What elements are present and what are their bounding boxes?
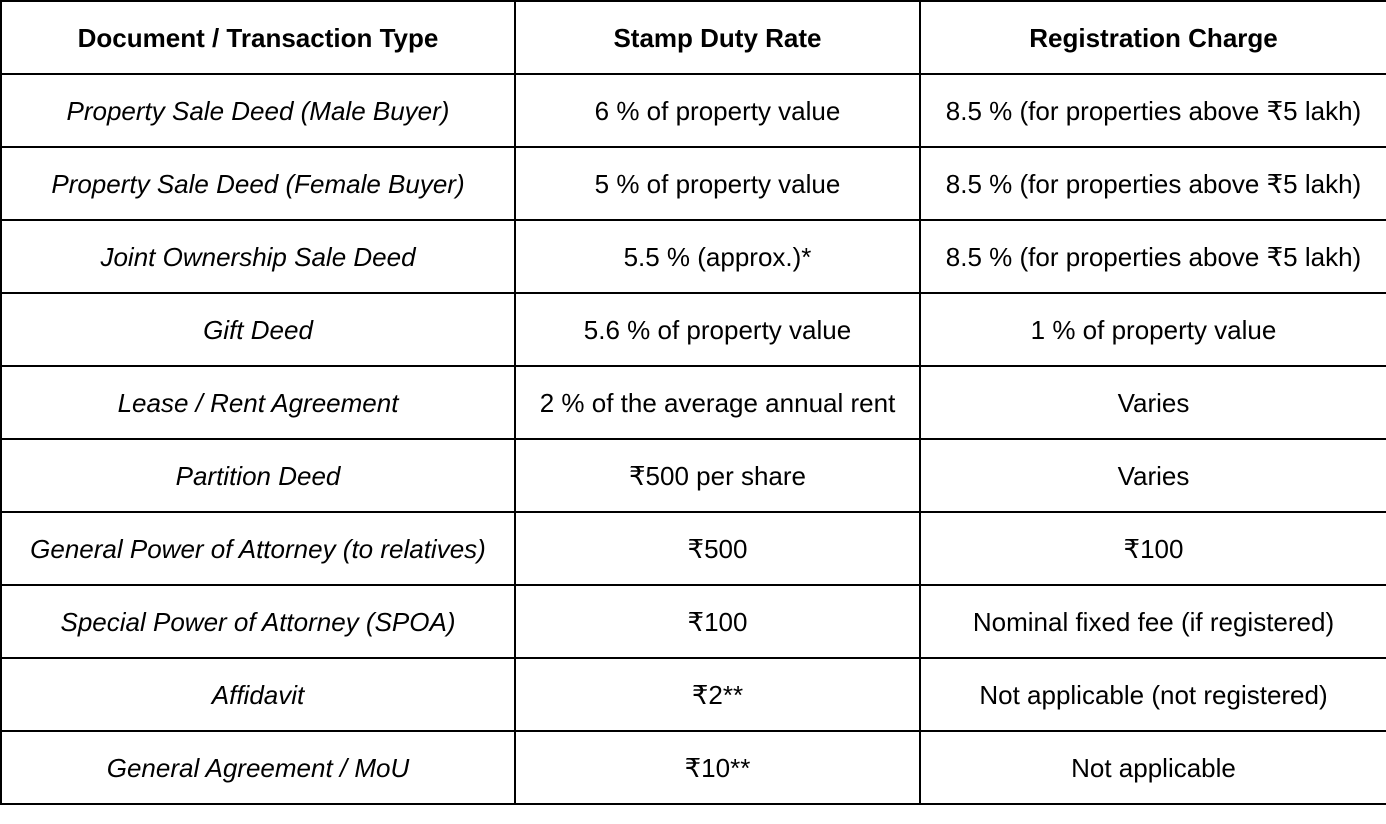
stamp-duty-cell: 5.5 % (approx.)*: [515, 220, 920, 293]
registration-charge-cell: ₹100: [920, 512, 1386, 585]
document-type-cell: Special Power of Attorney (SPOA): [1, 585, 515, 658]
stamp-duty-cell: ₹500: [515, 512, 920, 585]
table-row: [1, 658, 1386, 731]
document-type-cell: Property Sale Deed (Female Buyer): [1, 147, 515, 220]
stamp-duty-cell: ₹10**: [515, 731, 920, 804]
registration-charge-cell: 8.5 % (for properties above ₹5 lakh): [920, 220, 1386, 293]
table-row: [1, 147, 1386, 220]
registration-charge-cell: Nominal fixed fee (if registered): [920, 585, 1386, 658]
table-row: [1, 731, 1386, 804]
document-type-cell: Affidavit: [1, 658, 515, 731]
header-registration-charge: Registration Charge: [920, 1, 1386, 74]
stamp-duty-cell: 6 % of property value: [515, 74, 920, 147]
table-row: [1, 512, 1386, 585]
header-stamp-duty-rate: Stamp Duty Rate: [515, 1, 920, 74]
document-type-cell: Gift Deed: [1, 293, 515, 366]
registration-charge-cell: 8.5 % (for properties above ₹5 lakh): [920, 74, 1386, 147]
table-row: [1, 585, 1386, 658]
registration-charge-cell: 8.5 % (for properties above ₹5 lakh): [920, 147, 1386, 220]
table-row: [1, 439, 1386, 512]
table-row: [1, 74, 1386, 147]
document-type-cell: Partition Deed: [1, 439, 515, 512]
registration-charge-cell: Varies: [920, 366, 1386, 439]
table-row: [1, 366, 1386, 439]
registration-charge-cell: 1 % of property value: [920, 293, 1386, 366]
stamp-duty-cell: ₹2**: [515, 658, 920, 731]
stamp-duty-cell: ₹100: [515, 585, 920, 658]
document-type-cell: Property Sale Deed (Male Buyer): [1, 74, 515, 147]
table-row: [1, 220, 1386, 293]
header-document-type: Document / Transaction Type: [1, 1, 515, 74]
stamp-duty-cell: 2 % of the average annual rent: [515, 366, 920, 439]
document-type-cell: General Agreement / MoU: [1, 731, 515, 804]
table-header-row: [1, 1, 1386, 74]
registration-charge-cell: Varies: [920, 439, 1386, 512]
document-type-cell: Joint Ownership Sale Deed: [1, 220, 515, 293]
registration-charge-cell: Not applicable: [920, 731, 1386, 804]
table-row: [1, 293, 1386, 366]
registration-charge-cell: Not applicable (not registered): [920, 658, 1386, 731]
document-type-cell: Lease / Rent Agreement: [1, 366, 515, 439]
stamp-duty-cell: ₹500 per share: [515, 439, 920, 512]
stamp-duty-cell: 5 % of property value: [515, 147, 920, 220]
stamp-duty-cell: 5.6 % of property value: [515, 293, 920, 366]
document-type-cell: General Power of Attorney (to relatives): [1, 512, 515, 585]
